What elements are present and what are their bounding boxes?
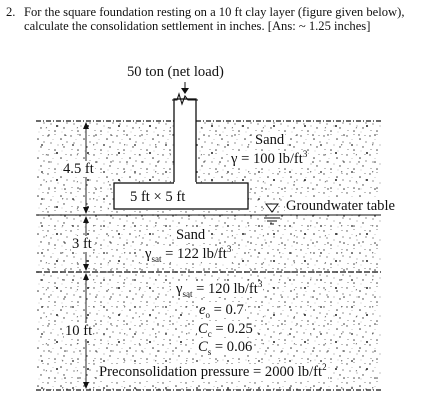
- gamma-value: = 120 lb/ft: [196, 281, 258, 297]
- gamma-value: = 100 lb/ft: [241, 151, 303, 167]
- preconsolidation-pressure: [98, 364, 328, 380]
- gamma-subscript: sat: [151, 253, 162, 264]
- cs-symbol: C: [198, 339, 208, 355]
- problem-line-2: calculate the consolidation settlement in inches. [Ans: ~ 1.25 inches]: [24, 19, 371, 33]
- e-subscript: o: [205, 309, 210, 320]
- cs-value: = 0.06: [214, 339, 253, 355]
- e-symbol: e: [199, 302, 206, 318]
- footing-size-label: 5 ft × 5 ft: [130, 189, 186, 205]
- load-arrow: [181, 82, 189, 94]
- gamma-subscript: sat: [182, 288, 193, 299]
- e-value: = 0.7: [213, 302, 244, 318]
- gamma-exponent: 3: [257, 279, 263, 290]
- clay-unit-weight: [175, 281, 263, 297]
- cc-value: = 0.25: [215, 321, 253, 337]
- preconsolidation-value: = 2000 lb/ft: [253, 364, 323, 380]
- problem-number: 2.: [6, 5, 16, 19]
- gamma-exponent: 3: [302, 149, 308, 160]
- cc-symbol: C: [198, 321, 208, 337]
- problem-line-1: For the square foundation resting on a 10 ft clay layer (figure given below),: [24, 5, 405, 19]
- gamma-exponent: 3: [226, 244, 232, 255]
- top-sand-name: Sand: [255, 132, 285, 148]
- middle-sand-thickness: 3 ft: [72, 236, 92, 252]
- load-label: 50 ton (net load): [127, 64, 224, 80]
- gamma-symbol: γ: [231, 151, 238, 167]
- preconsolidation-text: Preconsolidation pressure: [99, 364, 250, 380]
- gamma-symbol: γ: [176, 281, 183, 297]
- cs-subscript: s: [207, 346, 212, 357]
- middle-sand-name: Sand: [176, 227, 206, 243]
- gamma-value: = 122 lb/ft: [165, 246, 227, 262]
- clay-swell-index: [197, 339, 253, 355]
- clay-void-ratio: [198, 302, 245, 318]
- water-table-label: Groundwater table: [286, 198, 396, 214]
- gamma-symbol: γ: [145, 246, 152, 262]
- clay-thickness: 10 ft: [65, 323, 93, 339]
- preconsolidation-exponent: 2: [322, 362, 327, 373]
- middle-sand-unit-weight: [144, 246, 232, 262]
- top-sand-unit-weight: [230, 151, 308, 167]
- cc-subscript: c: [207, 328, 212, 339]
- top-sand-thickness: 4.5 ft: [63, 161, 94, 177]
- clay-compression-index: [197, 321, 254, 337]
